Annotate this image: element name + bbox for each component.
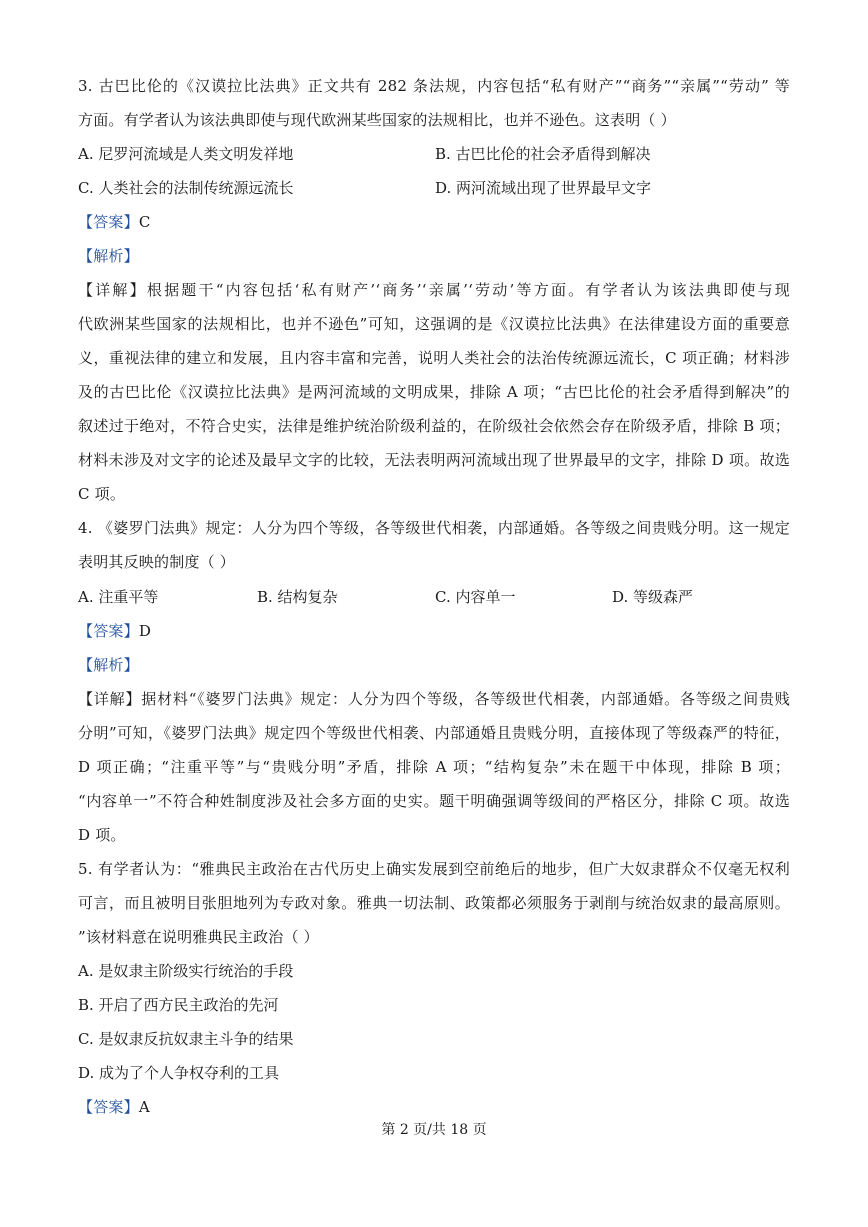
q3-detail-text-1: 根据题干“内容包括‘私有财产’‘商务’‘亲属’‘劳动’等方面。有学者认为该法典即使与现 [146,281,790,299]
q4-stem-line-2: 表明其反映的制度（ ） [78,553,235,571]
q3-option-b: B. 古巴比伦的社会矛盾得到解决 [435,145,651,163]
q4-detail-line-3: D 项正确；“注重平等”与“贵贱分明”矛盾，排除 A 项；“结构复杂”未在题干中体现，排除 B 项； [78,758,790,776]
answer-tag: 【答案】 [78,622,139,640]
q5-option-a: A. 是奴隶主阶级实行统治的手段 [78,962,294,980]
q4-detail-line-4: “内容单一”不符合种姓制度涉及社会多方面的史实。题干明确强调等级间的严格区分，排除 C 项。故选 [78,792,790,810]
answer-tag: 【答案】 [78,213,139,231]
q5-answer-value: A [138,1098,150,1116]
q4-option-a: A. 注重平等 [78,588,159,606]
detail-tag: 【详解】 [78,690,142,708]
q5-stem-line-2: 可言，而且被明目张胆地列为专政对象。雅典一切法制、政策都必须服务于剥削与统治奴隶的最高原则。 [78,894,790,912]
q4-detail-line-2: 分明”可知，《婆罗门法典》规定四个等级世代相袭、内部通婚且贵贱分明，直接体现了等级森严的特征， [78,724,790,742]
q3-stem-line-1: 3. 古巴比伦的《汉谟拉比法典》正文共有 282 条法规，内容包括“私有财产”“商务”“亲属”“劳动” 等 [78,77,790,95]
q4-detail-text-1: 据材料“《婆罗门法典》规定：人分为四个等级，各等级世代相袭，内部通婚。各等级之间贵贱 [141,690,790,708]
q3-detail-line-4: 及的古巴比伦《汉谟拉比法典》是两河流域的文明成果，排除 A 项；“古巴比伦的社会矛盾得到解决”的 [78,383,790,401]
analysis-tag: 【解析】 [78,656,139,674]
q4-detail-line-5: D 项。 [78,826,126,844]
q3-analysis-line [78,246,790,266]
q3-option-d: D. 两河流域出现了世界最早文字 [435,179,652,197]
q3-detail-line-1 [78,280,790,300]
q5-answer-line [78,1097,790,1117]
analysis-tag: 【解析】 [78,247,139,265]
q5-stem-line-3: ”该材料意在说明雅典民主政治（ ） [78,928,319,946]
q4-answer-value: D [138,622,152,640]
q3-detail-line-7: C 项。 [78,485,126,503]
q3-detail-line-5: 叙述过于绝对，不符合史实，法律是维护统治阶级利益的，在阶级社会依然会存在阶级矛盾，排除 B 项； [78,417,790,435]
q5-option-b: B. 开启了西方民主政治的先河 [78,996,279,1014]
q4-answer-line [78,621,790,641]
q3-detail-line-3: 义，重视法律的建立和发展，且内容丰富和完善，说明人类社会的法治传统源远流长，C 项正确；材料涉 [78,349,790,367]
q3-answer-line [78,212,790,232]
q4-stem-line-1: 4. 《婆罗门法典》规定：人分为四个等级，各等级世代相袭，内部通婚。各等级之间贵贱分明。这一规定 [78,519,790,537]
q5-option-c: C. 是奴隶反抗奴隶主斗争的结果 [78,1030,294,1048]
q3-detail-line-6: 材料未涉及对文字的论述及最早文字的比较，无法表明两河流域出现了世界最早的文字，排除 D 项。故选 [78,451,790,469]
q3-answer-value: C [138,213,151,231]
q3-stem-line-2: 方面。有学者认为该法典即使与现代欧洲某些国家的法规相比，也并不逊色。这表明（ ） [78,111,676,129]
q4-option-d: D. 等级森严 [612,588,694,606]
q3-option-a: A. 尼罗河流域是人类文明发祥地 [78,145,294,163]
page-footer: 第 2 页/共 18 页 [381,1122,487,1138]
q5-option-d: D. 成为了个人争权夺利的工具 [78,1064,280,1082]
answer-tag: 【答案】 [78,1098,139,1116]
q4-option-b: B. 结构复杂 [257,588,338,606]
q3-option-c: C. 人类社会的法制传统源远流长 [78,179,294,197]
detail-tag: 【详解】 [78,281,147,299]
q4-option-c: C. 内容单一 [435,588,516,606]
q4-analysis-line [78,655,790,675]
q3-detail-line-2: 代欧洲某些国家的法规相比，也并不逊色”可知，这强调的是《汉谟拉比法典》在法律建设方面的重要意 [78,315,790,333]
q4-detail-line-1 [78,689,790,709]
q5-stem-line-1: 5. 有学者认为：“雅典民主政治在古代历史上确实发展到空前绝后的地步，但广大奴隶群众不仅毫无权利 [78,860,790,878]
